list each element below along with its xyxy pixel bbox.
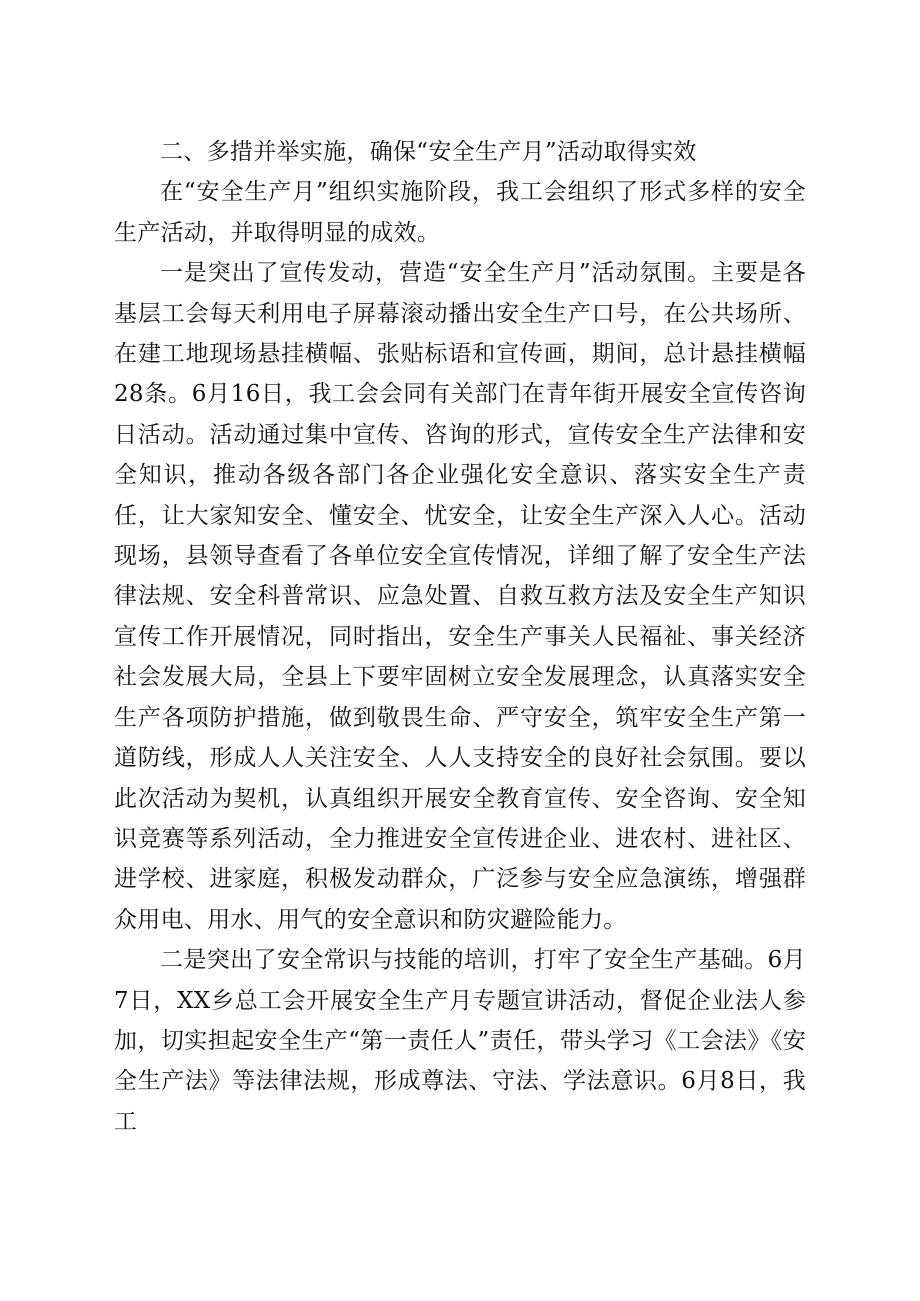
document-body <box>114 132 806 1142</box>
paragraph-training: 二是突出了安全常识与技能的培训，打牢了安全生产基础。6月7日，XX乡总工会开展安全生产月专题宣讲活动，督促企业法人参加，切实担起安全生产“第一责任人”责任，带头学习《工会法》《安全生产法》等法律法规，形成尊法、守法、学法意识。6月8日，我工 <box>114 947 806 1135</box>
paragraph-intro: 在“安全生产月”组织实施阶段，我工会组织了形式多样的安全生产活动，并取得明显的成效。 <box>114 179 806 246</box>
paragraph-publicity: 一是突出了宣传发动，营造“安全生产月”活动氛围。主要是各基层工会每天利用电子屏幕滚动播出安全生产口号，在公共场所、在建工地现场悬挂横幅、张贴标语和宣传画，期间，总计悬挂横幅28条。6月16日，我工会会同有关部门在青年街开展安全宣传咨询日活动。活动通过集中宣传、咨询的形式，宣传安全生产法律和安全知识，推动各级各部门各企业强化安全意识、落实安全生产责任，让大家知安全、懂安全、忧安全，让安全生产深入人心。活动现场，县领导查看了各单位安全宣传情况，详细了解了安全生产法律法规、安全科普常识、应急处置、自救互救方法及安全生产知识宣传工作开展情况，同时指出，安全生产事关人民福祉、事关经济社会发展大局，全县上下要牢固树立安全发展理念，认真落实安全生产各项防护措施，做到敬畏生命、严守安全，筑牢安全生产第一道防线，形成人人关注安全、人人支持安全的良好社会氛围。要以此次活动为契机，认真组织开展安全教育宣传、安全咨询、安全知识竞赛等系列活动，全力推进安全宣传进企业、进农村、进社区、进学校、进家庭，积极发动群众，广泛参与安全应急演练，增强群众用电、用水、用气的安全意识和防灾避险能力。 <box>114 260 806 933</box>
section-heading: 二、多措并举实施，确保“安全生产月”活动取得实效 <box>160 139 697 165</box>
